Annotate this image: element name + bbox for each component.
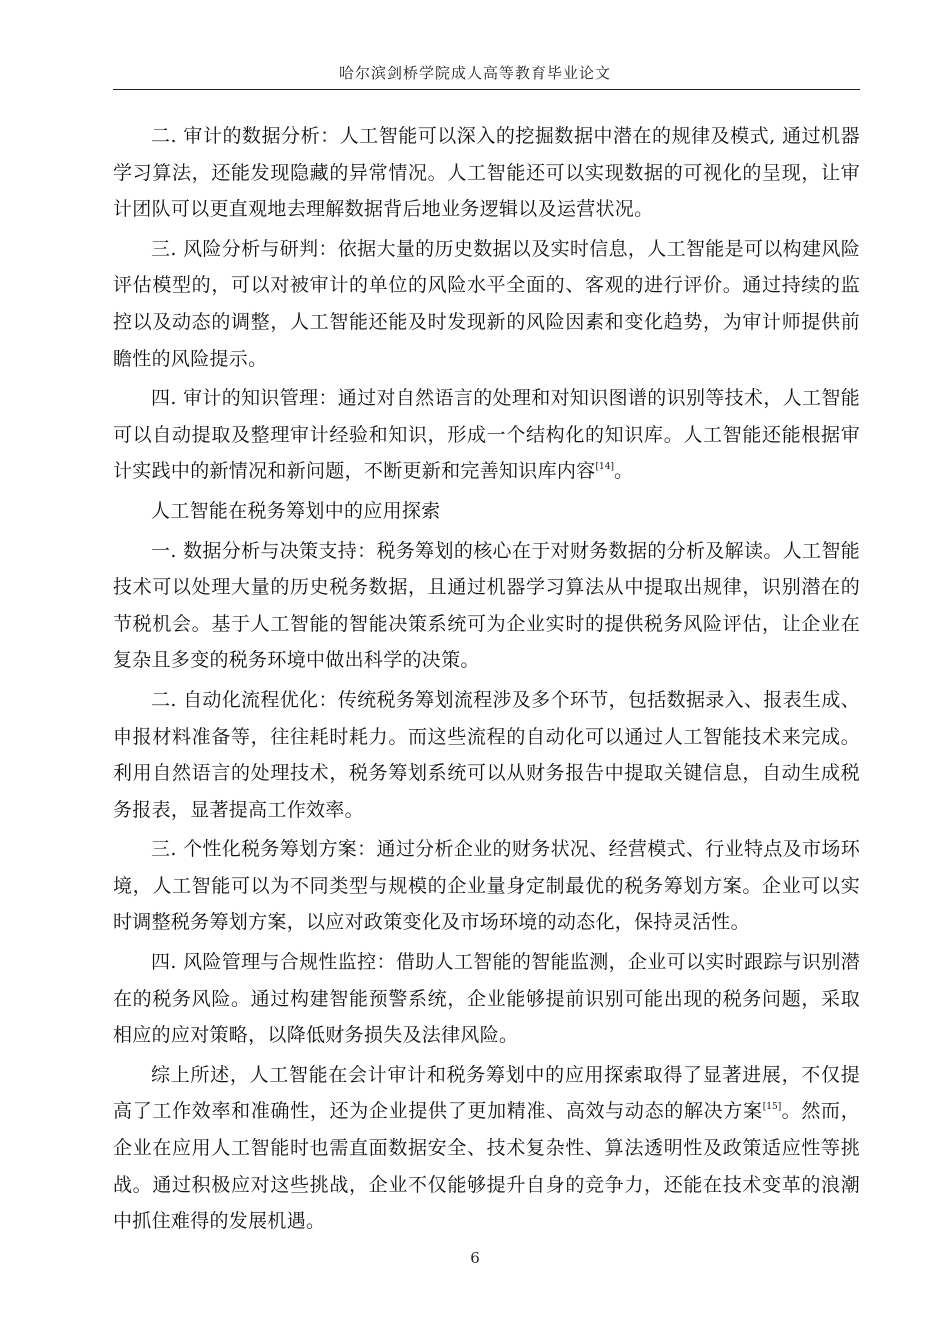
section-heading: 人工智能在税务筹划中的应用探索 [151, 499, 441, 522]
header-rule [113, 89, 860, 90]
body-text [113, 118, 860, 1243]
paragraph-decision-support: 一. 数据分析与决策支持：税务筹划的核心在于对财务数据的分析及解读。人工智能技术可以处理大量的历史税务数据，且通过机器学习算法从中提取出规律，识别潜在的节税机会。基于人工智能的智能决策系统可为企业实时的提供税务风险评估，让企业在复杂且多变的税务环境中做出科学的决策。 [113, 539, 860, 672]
page-number: 6 [470, 1249, 480, 1267]
paragraph-personalized-plan: 三. 个性化税务筹划方案：通过分析企业的财务状况、经营模式、行业特点及市场环境，人工智能可以为不同类型与规模的企业量身定制最优的税务筹划方案。企业可以实时调整税务筹划方案，以应对政策变化及市场环境的动态化，保持灵活性。 [113, 838, 860, 934]
paragraph-risk-analysis: 三. 风险分析与研判：依据大量的历史数据以及实时信息，人工智能是可以构建风险评估模型的，可以对被审计的单位的风险水平全面的、客观的进行评价。通过持续的监控以及动态的调整，人工智能还能及时发现新的风险因素和变化趋势，为审计师提供前瞻性的风险提示。 [113, 237, 860, 370]
paragraph-audit-data-analysis: 二. 审计的数据分析：人工智能可以深入的挖掘数据中潜在的规律及模式, 通过机器学习算法，还能发现隐藏的异常情况。人工智能还可以实现数据的可视化的呈现，让审计团队可以更直观地去理解数据背后地业务逻辑以及运营状况。 [113, 125, 860, 221]
citation: [14] [595, 462, 614, 473]
paragraph-summary: 综上所述，人工智能在会计审计和税务筹划中的应用探索取得了显著进展，不仅提高了工作效率和准确性，还为企业提供了更加精准、高效与动态的解决方案[15]。然而，企业在应用人工智能时也需直面数据安全、技术复杂性、算法透明性及政策适应性等挑战。通过积极应对这些挑战，企业不仅能够提升自身的竞争力，还能在技术变革的浪潮中抓住难得的发展机遇。 [113, 1063, 860, 1233]
paragraph-knowledge-management: 四. 审计的知识管理：通过对自然语言的处理和对知识图谱的识别等技术，人工智能可以自动提取及整理审计经验和知识，形成一个结构化的知识库。人工智能还能根据审计实践中的新情况和新问题，不断更新和完善知识库内容[14]。 [113, 387, 860, 483]
citation: [15] [762, 1102, 782, 1113]
paragraph-process-automation: 二. 自动化流程优化：传统税务筹划流程涉及多个环节，包括数据录入、报表生成、申报材料准备等，往往耗时耗力。而这些流程的自动化可以通过人工智能技术来完成。利用自然语言的处理技术，税务筹划系统可以从财务报告中提取关键信息，自动生成税务报表，显著提高工作效率。 [113, 688, 860, 821]
paragraph-compliance-monitoring: 四. 风险管理与合规性监控：借助人工智能的智能监测，企业可以实时跟踪与识别潜在的税务风险。通过构建智能预警系统，企业能够提前识别可能出现的税务问题，采取相应的应对策略，以降低财务损失及法律风险。 [113, 951, 860, 1047]
running-header: 哈尔滨剑桥学院成人高等教育毕业论文 [338, 64, 611, 82]
